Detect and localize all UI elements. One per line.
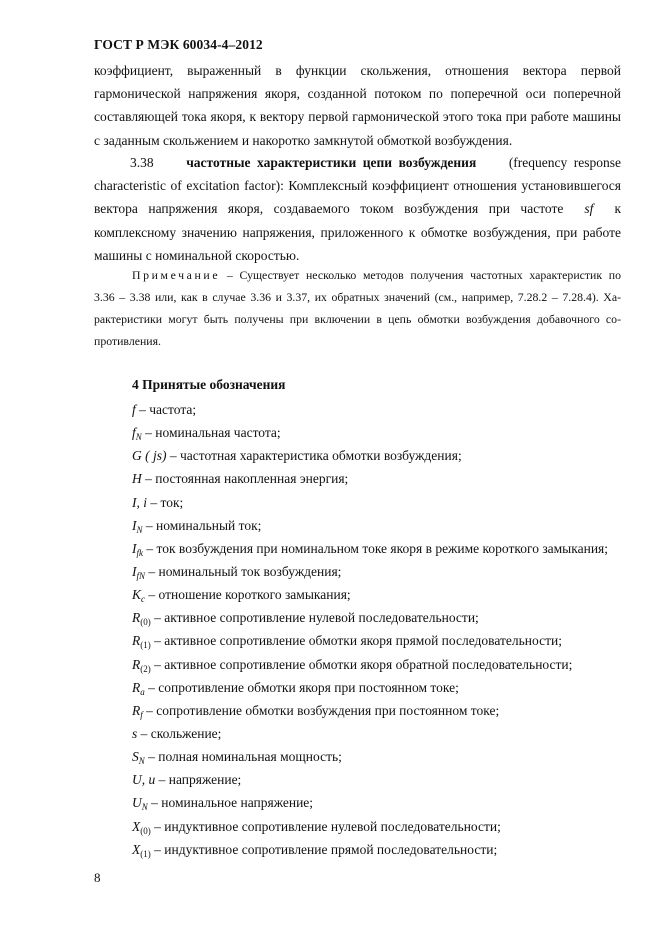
note-block [94, 264, 621, 352]
symbol-subscript: (2) [140, 663, 151, 674]
symbol: K [132, 587, 142, 603]
clause-term: частотные характеристики цепи возбуждения [186, 155, 477, 170]
text-line: комплексному значению напряжения, приложенного к обмотке возбуждения, при работе [94, 224, 621, 240]
symbol-definition [132, 560, 608, 583]
symbol-description: – частота; [135, 402, 197, 417]
symbol: R [132, 656, 141, 672]
symbol-subscript: N [135, 432, 142, 443]
symbol-definition [132, 676, 608, 699]
symbol-definition [132, 699, 608, 722]
symbol-subscript: (1) [140, 640, 151, 651]
symbol-definition [132, 768, 608, 791]
note-first-line [94, 264, 621, 286]
text-segment: к [614, 201, 622, 217]
symbol-description: – ток; [147, 494, 184, 510]
symbol: X [132, 818, 141, 834]
symbol-definition [132, 514, 608, 537]
symbol: R [132, 679, 141, 695]
symbol-definition [132, 491, 608, 514]
text-line: машины с номинальной скоростью. [94, 247, 300, 263]
continuation-paragraph [94, 59, 621, 152]
page-number: 8 [94, 870, 101, 885]
symbol-definition [132, 745, 608, 768]
clause-heading-line [94, 151, 621, 174]
symbol-description: – активное сопротивление обмотки якоря обратной последовательности; [150, 656, 573, 672]
symbol: S [132, 749, 139, 765]
symbol-description: – номинальный ток возбуждения; [145, 563, 342, 579]
document-header: ГОСТ Р МЭК 60034-4–2012 [94, 37, 263, 52]
symbol-subscript: N [141, 802, 148, 813]
text-line: коэффициент, выраженный в функции скольжения, отношения вектора первой [94, 63, 621, 78]
symbol-subscript: N [138, 756, 145, 767]
symbol: f [132, 402, 136, 417]
symbol-description: – активное сопротивление нулевой последовательности; [150, 610, 479, 626]
symbol-definition [132, 398, 608, 421]
symbol: R [132, 633, 141, 649]
symbol-definition [132, 537, 608, 560]
text-line: characteristic of excitation factor): Комплексный коэффициент отношения установившегося [94, 178, 621, 194]
symbol: H [132, 471, 142, 487]
text-line-with-symbol [94, 197, 621, 220]
symbol-description: – сопротивление обмотки якоря при постоянном токе; [144, 679, 459, 695]
note-text: – Существует несколько методов получения частотных характеристик по [226, 268, 621, 282]
note-line: противления. [94, 334, 161, 348]
symbol-definition [132, 838, 608, 861]
note-line: 3.36 – 3.38 или, как в случае 3.36 и 3.37, их обратных значений (см., например, 7.28.2 – 7.28.4). Ха- [94, 290, 621, 304]
symbol: R [132, 610, 141, 626]
clause-3-38 [94, 151, 621, 267]
symbol-description: – номинальное напряжение; [147, 795, 314, 811]
symbol-definition [132, 421, 608, 444]
note-line: рактеристики могут быть получены при включении в цепь обмотки возбуждения добавочного со- [94, 312, 621, 326]
text-line: составляющей тока якоря, к вектору первой гармонической этого тока при работе машины [94, 109, 621, 125]
clause-term-english: (frequency response [508, 155, 622, 170]
symbol-description: – частотная характеристика обмотки возбуждения; [166, 448, 462, 464]
text-line: гармонической напряжения якоря, созданной потоком по поперечной оси поперечной [94, 86, 621, 102]
symbol-definition [132, 629, 608, 652]
symbol-subscript: (0) [140, 825, 151, 836]
text-line: с заданным скольжением и накоротко замкнутой обмоткой возбуждения. [94, 132, 513, 148]
symbol-definition [132, 653, 608, 676]
symbol-definition [132, 722, 608, 745]
symbol: U [132, 795, 142, 811]
symbol-description: – скольжение; [137, 725, 222, 741]
symbol-sf: sf [584, 201, 594, 217]
symbol-subscript: (1) [140, 848, 151, 859]
symbol-description: – полная номинальная мощность; [144, 749, 342, 765]
symbol: R [132, 702, 141, 718]
symbol-definition [132, 815, 608, 838]
symbol-definition [132, 583, 608, 606]
symbol-subscript: (0) [140, 617, 151, 628]
symbol-description: – индуктивное сопротивление прямой последовательности; [150, 841, 498, 857]
symbol-subscript: c [141, 594, 146, 605]
symbol-description: – номинальная частота; [141, 425, 281, 441]
text-segment: вектора напряжения якоря, создаваемого током возбуждения при частоте [94, 201, 564, 217]
symbol-description: – номинальный ток; [142, 517, 262, 533]
symbol-description: – сопротивление обмотки возбуждения при постоянном токе; [142, 702, 500, 718]
symbol: G ( js) [132, 448, 167, 464]
symbol-description: – постоянная накопленная энергия; [141, 471, 349, 487]
symbol-definition [132, 791, 608, 814]
symbol-description: – активное сопротивление обмотки якоря прямой последовательности; [150, 633, 562, 649]
symbol: s [132, 725, 138, 741]
symbol-subscript: fk [136, 547, 143, 558]
symbol: I [132, 517, 137, 533]
clause-number: 3.38 [130, 155, 154, 170]
symbol-definition [132, 444, 608, 467]
symbol-definition [132, 606, 608, 629]
symbol-description: – напряжение; [155, 772, 242, 788]
symbol-subscript: N [136, 524, 143, 535]
symbol-definition [132, 467, 608, 490]
symbol: f [132, 425, 136, 441]
symbol: X [132, 841, 141, 857]
section-title: 4 Принятые обозначения [132, 377, 286, 392]
note-label: Примечание [132, 268, 221, 282]
symbol: I [132, 563, 137, 579]
symbol: U, u [132, 772, 156, 788]
symbol-description: – индуктивное сопротивление нулевой последовательности; [150, 818, 501, 834]
symbols-list [132, 398, 608, 861]
symbol: I, i [132, 494, 147, 510]
symbol-subscript: fN [136, 570, 146, 581]
symbol-subscript: f [140, 709, 143, 720]
symbol-description: – ток возбуждения при номинальном токе якоря в режиме короткого замыкания; [143, 540, 609, 556]
symbol-subscript: a [140, 686, 145, 697]
symbol-description: – отношение короткого замыкания; [145, 587, 351, 603]
symbol: I [132, 540, 137, 556]
